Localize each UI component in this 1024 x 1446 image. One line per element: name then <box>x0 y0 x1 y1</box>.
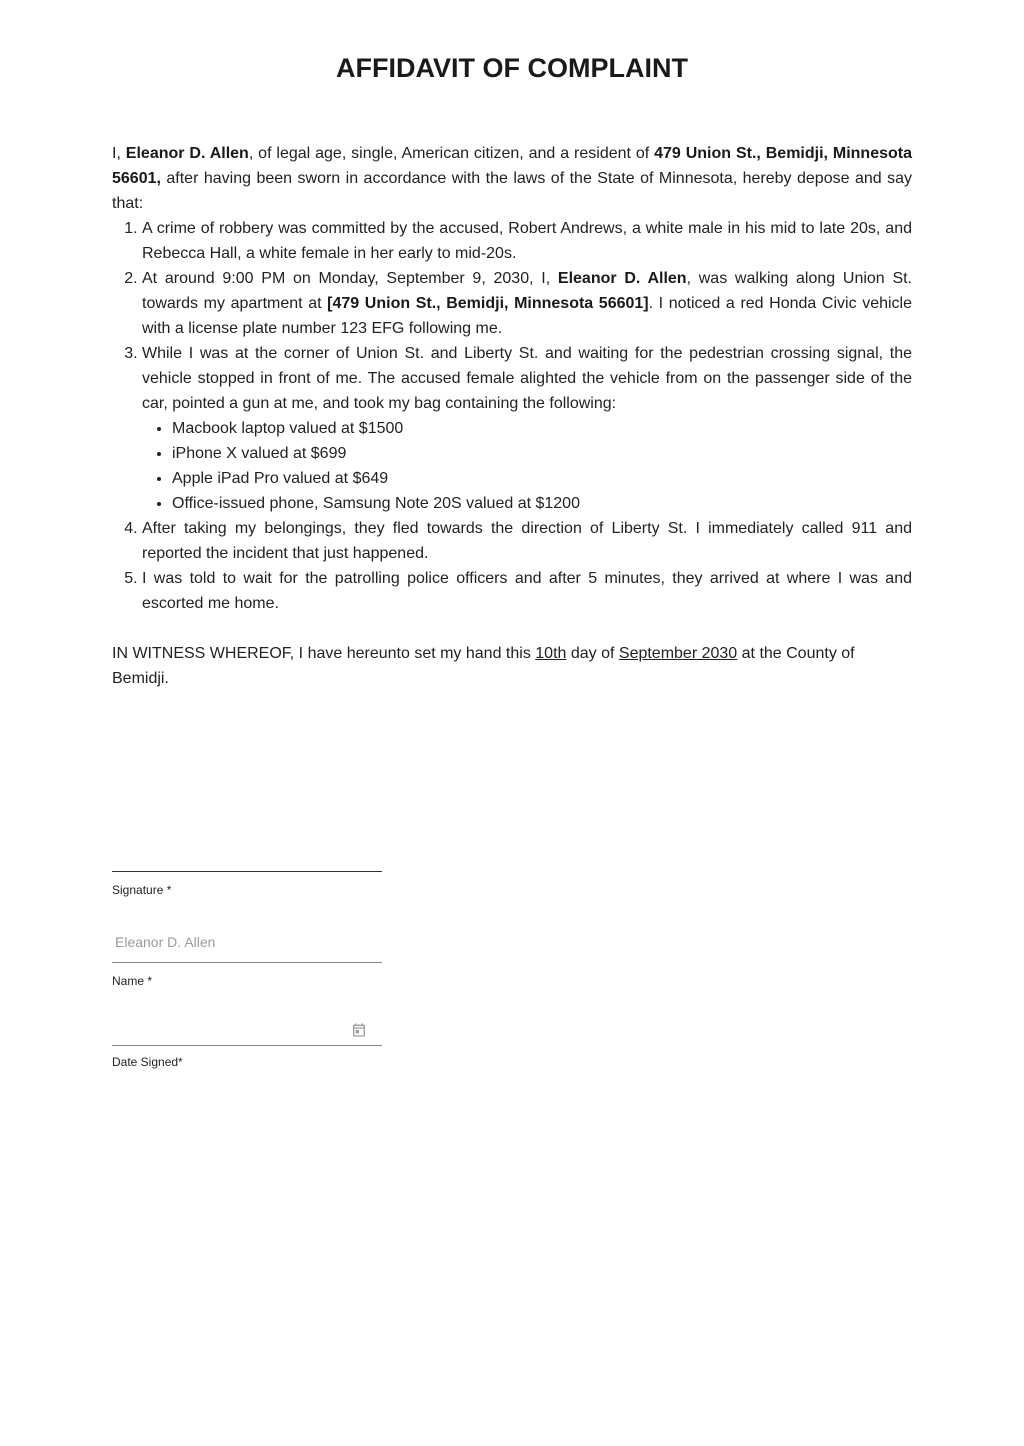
list-item <box>142 516 912 566</box>
calendar-icon[interactable] <box>351 1022 367 1038</box>
witness-paragraph <box>112 641 912 691</box>
belonging-item: • Macbook laptop valued at $1500 <box>172 416 912 441</box>
affiant-name: Eleanor D. Allen <box>125 145 249 162</box>
date-field-underline <box>112 1045 382 1046</box>
list-item <box>142 216 912 266</box>
witness-month-year: September 2030 <box>618 645 738 662</box>
signature-label: Signature * <box>112 883 172 897</box>
name-input[interactable]: Eleanor D. Allen <box>115 934 216 950</box>
statement-2-text-3: . I noticed a red Honda Civic vehicle with a license plate number 123 EFG following me. <box>142 295 913 337</box>
date-signed-input[interactable] <box>112 1010 382 1044</box>
name-label: Name * <box>112 974 153 988</box>
document-body <box>112 141 912 691</box>
date-signed-label: Date Signed* <box>112 1055 183 1069</box>
list-item <box>142 341 912 516</box>
witness-text-2: day of <box>566 645 619 662</box>
list-item <box>142 566 912 616</box>
name-field-underline <box>112 962 382 963</box>
statement-2-text-2: , was walking along Union St. towards my apartment at <box>142 270 913 312</box>
belonging-item: • iPhone X valued at $699 <box>172 441 912 466</box>
statement-3: While I was at the corner of Union St. and Liberty St. and waiting for the pedestrian crossing signal, the vehicle stopped in front of me. The accused female alighted the vehicle from on the passenger side of the car, pointed a gun at me, and took my bag containing the following: <box>142 345 912 412</box>
intro-text-2: , of legal age, single, American citizen, and a resident of <box>248 145 655 162</box>
intro-text-3: after having been sworn in accordance with the laws of the State of Minnesota, hereby depose and say that: <box>112 170 912 212</box>
statement-list <box>112 216 912 616</box>
statement-2-name: Eleanor D. Allen <box>557 270 687 287</box>
signature-field[interactable] <box>112 871 382 872</box>
affiant-address: 479 Union St., Bemidji, Minnesota 56601, <box>112 145 913 187</box>
intro-text-1: I, <box>112 145 126 162</box>
document-title: AFFIDAVIT OF COMPLAINT <box>336 53 688 83</box>
belongings-list <box>142 416 912 516</box>
belonging-item: • Apple iPad Pro valued at $649 <box>172 466 912 491</box>
witness-text-1: IN WITNESS WHEREOF, I have hereunto set my hand this <box>112 645 536 662</box>
witness-day: 10th <box>535 645 567 662</box>
statement-1: A crime of robbery was committed by the accused, Robert Andrews, a white male in his mid to late 20s, and Rebecca Hall, a white female in her early to mid-20s. <box>142 220 912 262</box>
intro-paragraph <box>112 141 912 216</box>
statement-2-address: [479 Union St., Bemidji, Minnesota 56601] <box>327 295 649 312</box>
witness-text-3: at the County of Bemidji. <box>112 645 855 687</box>
belonging-item: • Office-issued phone, Samsung Note 20S valued at $1200 <box>172 491 912 516</box>
list-item <box>142 266 912 341</box>
statement-5: I was told to wait for the patrolling police officers and after 5 minutes, they arrived at where I was and escorted me home. <box>142 570 912 612</box>
statement-4: After taking my belongings, they fled towards the direction of Liberty St. I immediately called 911 and reported the incident that just happened. <box>142 520 912 562</box>
statement-2-text-1: At around 9:00 PM on Monday, September 9, 2030, I, <box>142 270 558 287</box>
